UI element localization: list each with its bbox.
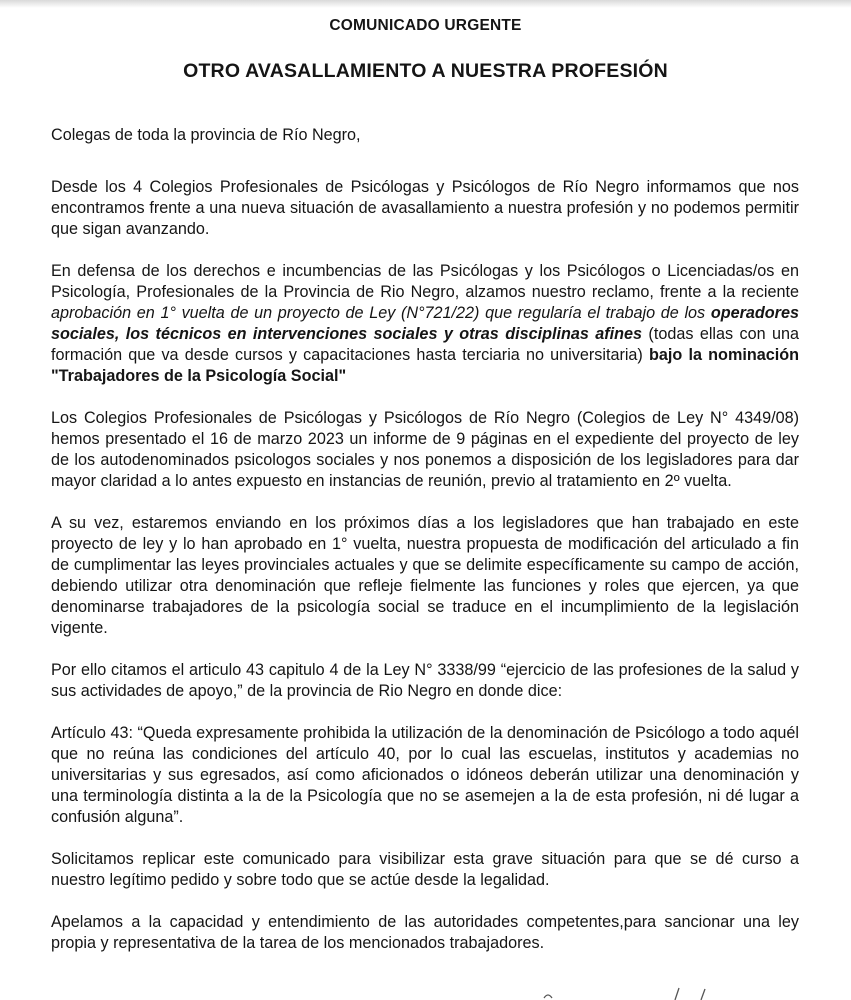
paragraph-request: Solicitamos replicar este comunicado para visibilizar esta grave situación para que se dé curso a nuestro legítimo pedido y sobre todo que se actúe desde la legalidad. [51, 850, 799, 889]
greeting: Colegas de toda la provincia de Río Negro, [51, 126, 361, 144]
paragraph-law-citation: Por ello citamos el articulo 43 capitulo 4 de la Ley N° 3338/99 “ejercicio de las profesiones de la salud y sus actividades de apoyo,” de la provincia de Rio Negro en donde dice: [51, 661, 799, 700]
paragraph-defense-text-2: (todas ellas con una formación que va desde cursos y capacitaciones hasta terciaria no universitaria) [51, 325, 799, 364]
page-edge-shadow [0, 0, 851, 8]
document-title: OTRO AVASALLAMIENTO A NUESTRA PROFESIÓN [183, 60, 668, 82]
paragraph-defense-bold: bajo la nominación "Trabajadores de la Psicología Social" [51, 346, 799, 385]
paragraph-report: Los Colegios Profesionales de Psicólogas y Psicólogos de Río Negro (Colegios de Ley N° 4349/08) hemos presentado el 16 de marzo 2023 un informe de 9 páginas en el expediente del proyecto de ley de los autodenominados psicologos sociales y nos ponemos a disposición de los legisladores para dar mayor claridad a lo antes expuesto en instancias de reunión, previo al tratamiento en 2º vuelta. [51, 409, 799, 490]
signature-mark-right [665, 986, 725, 1000]
paragraph-defense-bold-italic: operadores sociales, los técnicos en intervenciones sociales y otras disciplinas afines [51, 304, 799, 343]
paragraph-defense-italic: aprobación en 1° vuelta de un proyecto de Ley (N°721/22) que regularía el trabajo de los [51, 304, 711, 322]
paragraph-intro: Desde los 4 Colegios Profesionales de Psicólogas y Psicólogos de Río Negro informamos que nos encontramos frente a una nueva situación de avasallamiento a nuestra profesión y no podemos permitir que sigan avanzando. [51, 178, 799, 238]
paragraph-appeal: Apelamos a la capacidad y entendimiento de las autoridades competentes,para sancionar una ley propia y representativa de la tarea de los mencionados trabajadores. [51, 913, 799, 952]
paragraph-proposal: A su vez, estaremos enviando en los próximos días a los legisladores que han trabajado en este proyecto de ley y lo han aprobado en 1° vuelta, nuestra propuesta de modificación del articulado a fin de cumplimentar las leyes provinciales actuales y que se delimite específicamente su campo de acción, debiendo utilizar otra denominación que refleje fielmente las funciones y roles que ejercen, ya que denominarse trabajadores de la psicología social se traduce en el incumplimiento de la legislación vigente. [51, 514, 799, 637]
document-kicker: COMUNICADO URGENTE [329, 17, 522, 34]
paragraph-defense [51, 261, 799, 387]
paragraph-article-43: Artículo 43: “Queda expresamente prohibida la utilización de la denominación de Psicólogo a todo aquél que no reúna las condiciones del artículo 40, por lo cual las escuelas, institutos y academias no universitarias y sus egresados, así como aficionados o idóneos deberán utilizar una denominación y una terminología distinta a la de la Psicología que no se asemejen a la de esta profesión, ni dé lugar a confusión alguna”. [51, 724, 799, 826]
signature-mark-left [540, 986, 600, 1000]
paragraph-defense-text-1: En defensa de los derechos e incumbencias de las Psicólogas y los Psicólogos o Licenciadas/os en Psicología, Profesionales de la Provincia de Rio Negro, alzamos nuestro reclamo, frente a la reciente [51, 262, 799, 301]
letter-body [51, 125, 799, 975]
